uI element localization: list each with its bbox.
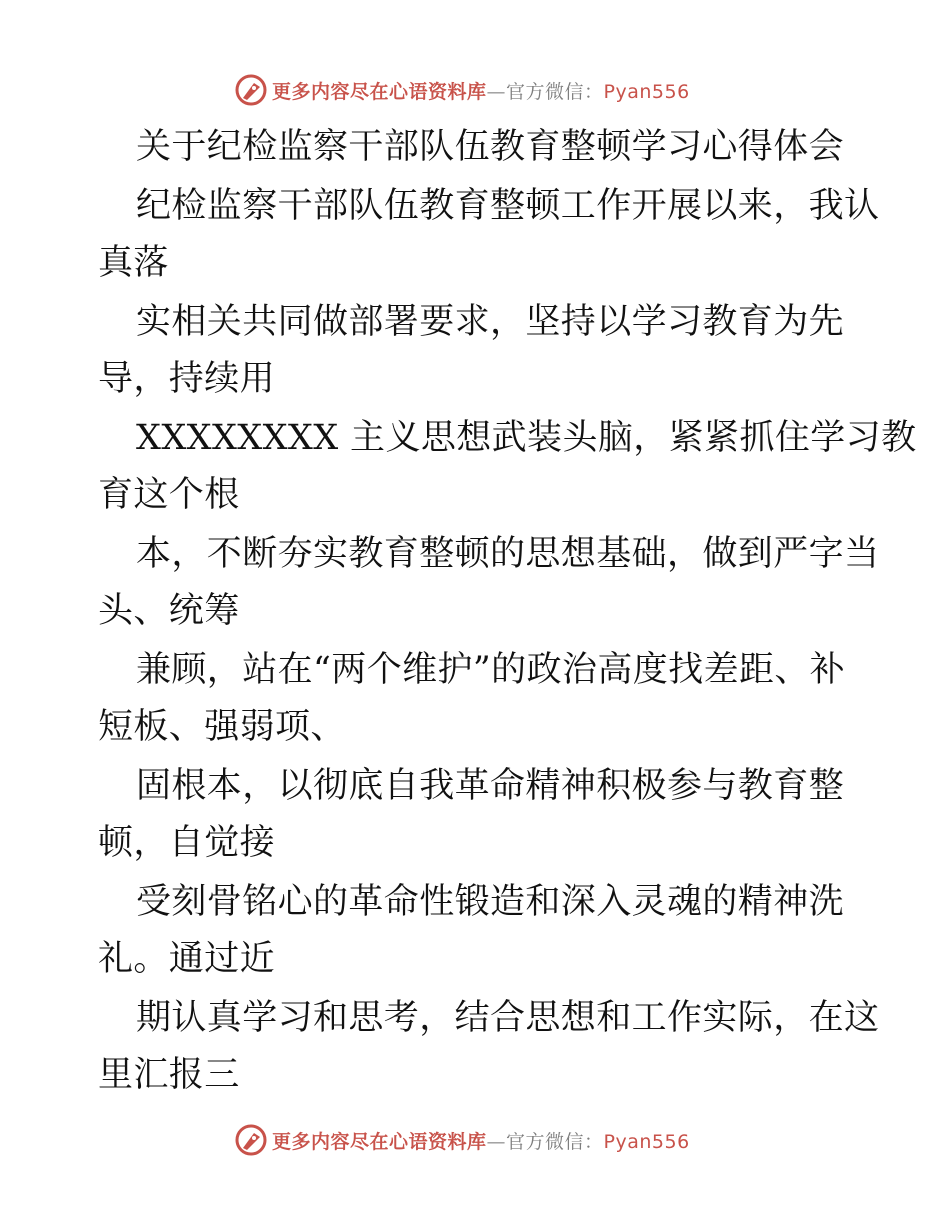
wechat-id: Pyan556 [603, 80, 690, 103]
paragraph-line: 兼顾，站在“两个维护”的政治高度找差距、补 [136, 650, 846, 690]
paragraph-line: 礼。通过近 [98, 939, 276, 979]
paragraph-line: 育这个根 [98, 475, 240, 515]
paragraph-line: 里汇报三 [98, 1055, 240, 1095]
wechat-label: 官方微信： [506, 80, 604, 103]
paragraph-line: 受刻骨铭心的革命性锻造和深入灵魂的精神洗 [136, 882, 845, 922]
header-banner [0, 70, 950, 110]
banner-text [272, 77, 690, 104]
pen-nib-logo-icon [234, 1123, 268, 1157]
banner-dash: — [486, 1130, 507, 1153]
wechat-id: Pyan556 [603, 1130, 690, 1153]
paragraph-line: 短板、强弱项、 [98, 707, 346, 747]
paragraph-line: 纪检监察干部队伍教育整顿工作开展以来，我认 [136, 186, 880, 226]
paragraph-line: XXXXXXXX 主义思想武装头脑，紧紧抓住学习教 [136, 418, 917, 458]
site-name: 更多内容尽在心语资料库 [272, 1130, 487, 1153]
paragraph-line: 期认真学习和思考，结合思想和工作实际，在这 [136, 998, 880, 1038]
paragraph-line: 本，不断夯实教育整顿的思想基础，做到严字当 [136, 534, 880, 574]
site-name: 更多内容尽在心语资料库 [272, 80, 487, 103]
banner-dash: — [486, 80, 507, 103]
document-title: 关于纪检监察干部队伍教育整顿学习心得体会 [136, 127, 845, 167]
wechat-label: 官方微信： [506, 1130, 604, 1153]
footer-banner [0, 1120, 950, 1160]
paragraph-line: 头、统筹 [98, 591, 240, 631]
paragraph-line: 固根本，以彻底自我革命精神积极参与教育整 [136, 766, 845, 806]
paragraph-line: 导，持续用 [98, 359, 276, 399]
paragraph-line: 真落 [98, 243, 169, 283]
paragraph-line: 顿，自觉接 [98, 823, 276, 863]
banner-text [272, 1127, 690, 1154]
pen-nib-logo-icon [234, 73, 268, 107]
paragraph-line: 实相关共同做部署要求，坚持以学习教育为先 [136, 302, 845, 342]
